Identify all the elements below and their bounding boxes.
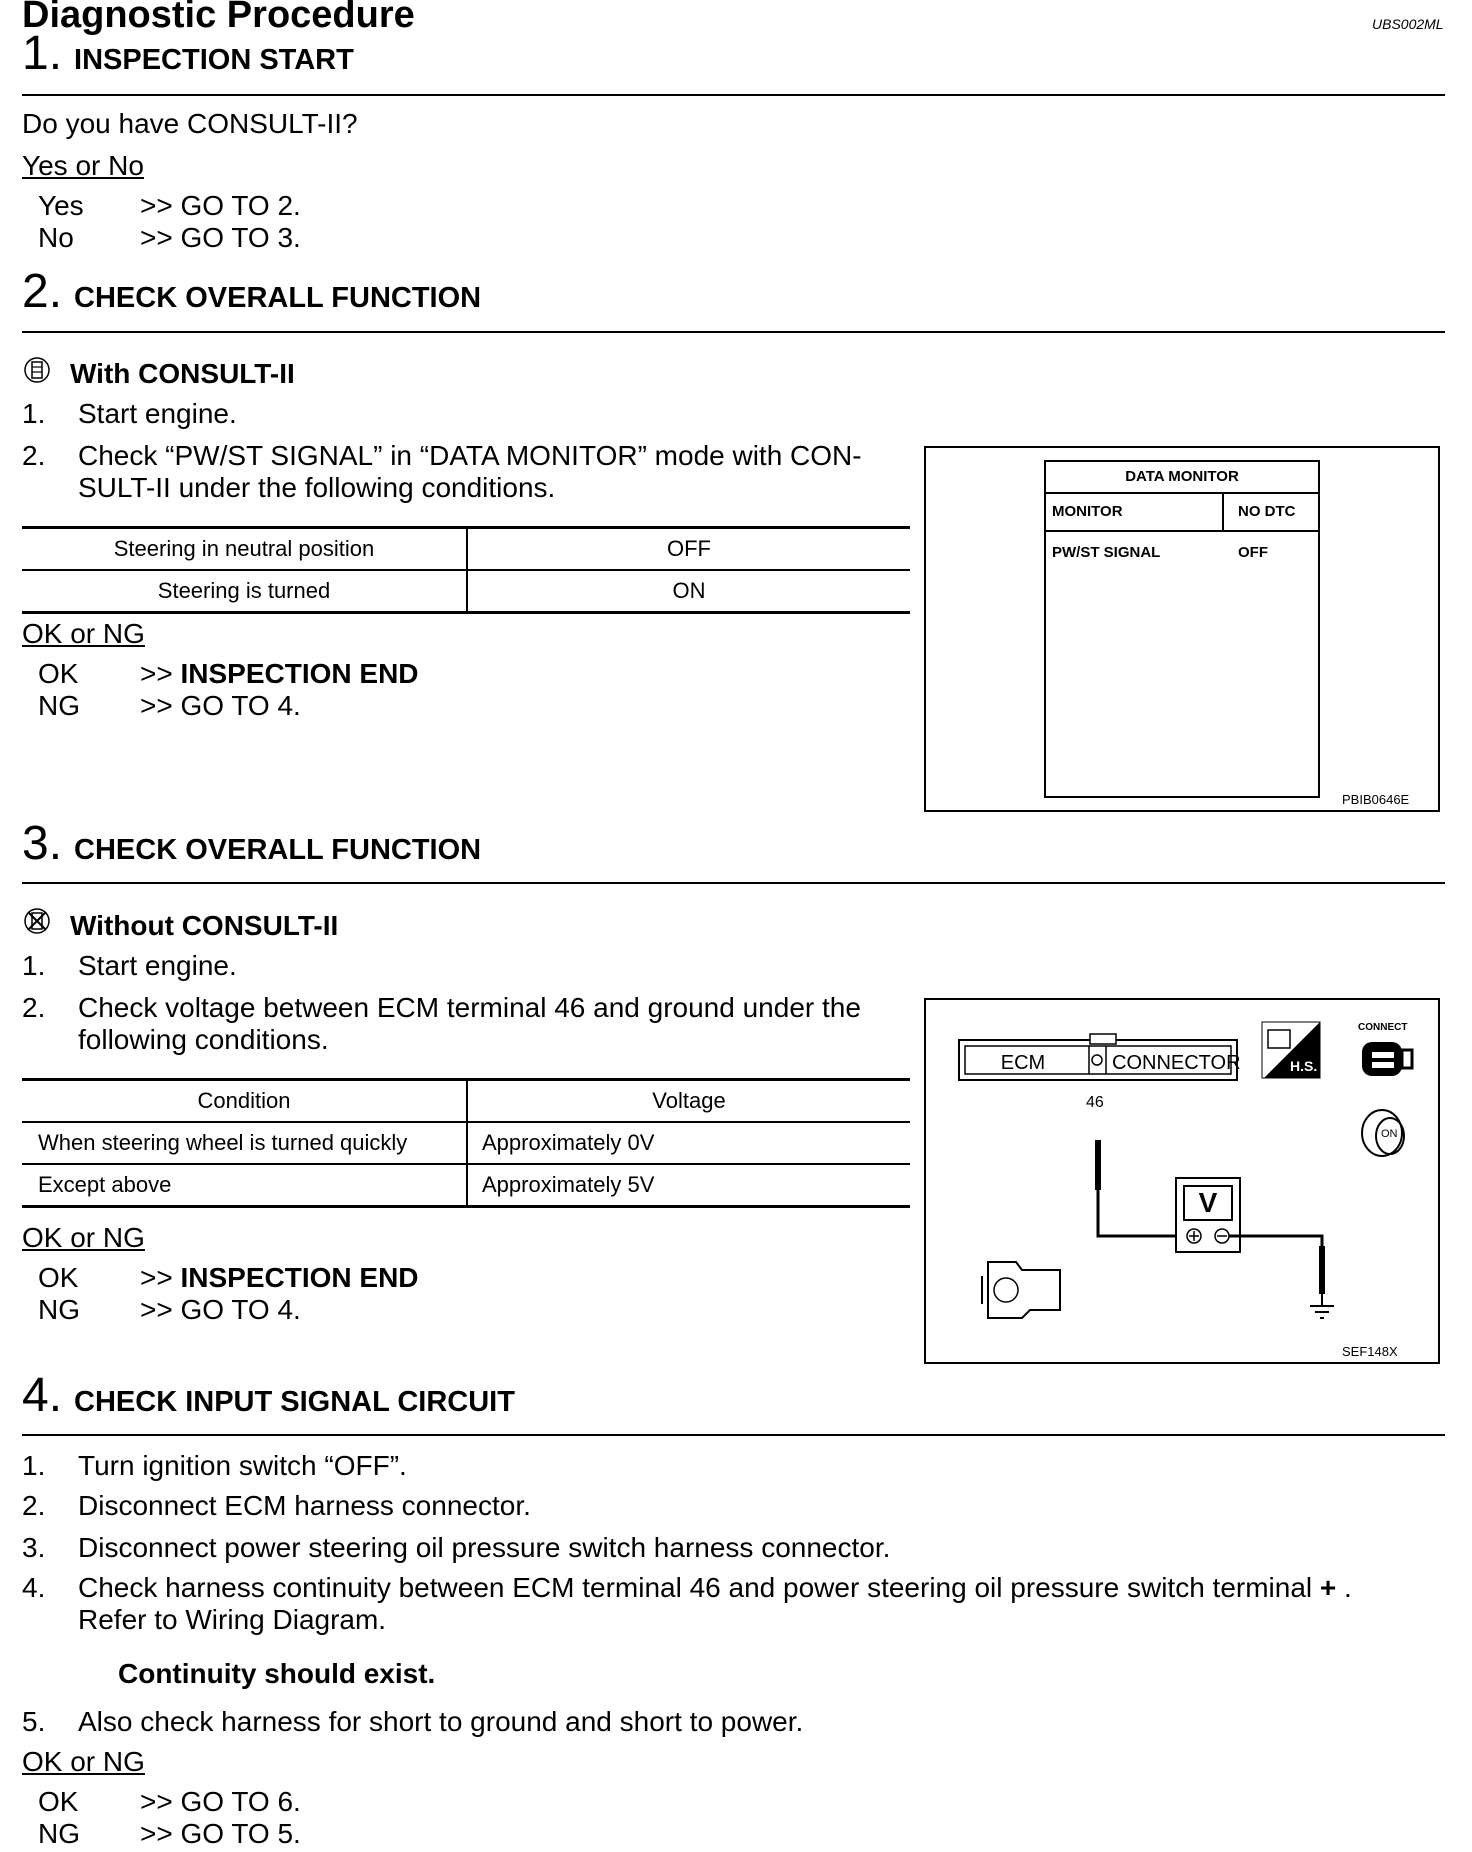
data-monitor-col-monitor: MONITOR — [1052, 503, 1123, 520]
table-cell: When steering wheel is turned quickly — [22, 1122, 467, 1164]
step-1-answer-yes-result: >> GO TO 2. — [140, 190, 301, 221]
probe-negative-wire — [1229, 1236, 1322, 1246]
step-3-title: CHECK OVERALL FUNCTION — [74, 834, 482, 866]
table-cell: Except above — [22, 1164, 467, 1207]
step-3-item-1-number: 1. — [22, 950, 46, 981]
step-4-item-3-text: Disconnect power steering oil pressure switch harness connector. — [78, 1532, 891, 1563]
step-2-item-1-text: Start engine. — [78, 398, 237, 429]
step-4-item-5-number: 5. — [22, 1706, 46, 1737]
step-2-mode-label: With CONSULT-II — [70, 358, 295, 389]
step-2-answer-ng-key: NG — [38, 690, 80, 721]
ecm-label: ECM — [1000, 1052, 1046, 1074]
step-3-item-1-text: Start engine. — [78, 950, 237, 981]
step-4-decision-label: OK or NG — [22, 1746, 145, 1777]
step-3-item-2-number: 2. — [22, 992, 46, 1023]
step-2-answer-ok-result: >> INSPECTION END — [140, 658, 419, 689]
step-3-answer-ng-key: NG — [38, 1294, 80, 1325]
step-4-item-5-text: Also check harness for short to ground and short to power. — [78, 1706, 804, 1737]
data-monitor-col-nodtc: NO DTC — [1238, 503, 1296, 520]
step-2-title: CHECK OVERALL FUNCTION — [74, 282, 482, 314]
ecm-connector-tab — [1090, 1034, 1116, 1044]
probe-positive — [1095, 1140, 1101, 1190]
voltmeter-label: V — [1198, 1187, 1218, 1218]
step-2-condition-table — [22, 526, 910, 614]
data-monitor-col-divider — [1222, 494, 1224, 530]
step-4-answer-ng-key: NG — [38, 1818, 80, 1849]
step-2-item-1-number: 1. — [22, 398, 46, 429]
data-monitor-figure — [924, 446, 1440, 812]
step-4-number: 4. — [22, 1369, 63, 1422]
step-4-item-1-text: Turn ignition switch “OFF”. — [78, 1450, 407, 1481]
connect-label: CONNECT — [1358, 1022, 1408, 1033]
data-monitor-screen — [1044, 460, 1320, 798]
ecm-terminal-hole — [1092, 1055, 1102, 1065]
figure-id: SEF148X — [1342, 1344, 1398, 1359]
terminal-number: 46 — [1086, 1094, 1104, 1111]
step-3-divider — [22, 882, 1445, 884]
step-4-item-1-number: 1. — [22, 1450, 46, 1481]
step-3-answer-ok-result: >> INSPECTION END — [140, 1262, 419, 1293]
step-1-answer-yes-key: Yes — [38, 190, 84, 221]
connector-label: CONNECTOR — [1112, 1052, 1241, 1074]
step-3-answer-ng-result: >> GO TO 4. — [140, 1294, 301, 1325]
step-4-item-2-text: Disconnect ECM harness connector. — [78, 1490, 531, 1521]
step-4-answer-ng-result: >> GO TO 5. — [140, 1818, 301, 1849]
data-monitor-row-label: PW/ST SIGNAL — [1052, 544, 1161, 561]
step-3-heading — [22, 816, 481, 868]
document-id: UBS002ML — [1372, 16, 1444, 32]
step-4-divider — [22, 1434, 1445, 1436]
figure-id: PBIB0646E — [1342, 792, 1410, 807]
data-monitor-header: DATA MONITOR — [1046, 462, 1318, 494]
step-2-answer-ok-key: OK — [38, 658, 79, 689]
data-monitor-columns — [1046, 494, 1318, 532]
step-1-decision-label: Yes or No — [22, 150, 144, 181]
step-1-answer-no-key: No — [38, 222, 74, 253]
step-1-number: 1. — [22, 27, 63, 80]
engine-icon — [982, 1262, 1060, 1318]
voltage-check-figure — [924, 998, 1440, 1364]
page-title: Diagnostic Procedure — [22, 0, 415, 36]
continuity-spec: Continuity should exist. — [118, 1658, 436, 1689]
step-1-question: Do you have CONSULT-II? — [22, 108, 358, 139]
step-4-heading — [22, 1368, 515, 1420]
step-2-heading — [22, 264, 481, 316]
table-cell: Approximately 0V — [467, 1122, 910, 1164]
connector-plug-icon — [1362, 1042, 1412, 1076]
table-cell: Steering is turned — [22, 570, 467, 613]
step-3-number: 3. — [22, 817, 63, 870]
step-4-answer-ok-key: OK — [38, 1786, 79, 1817]
step-3-condition-table — [22, 1078, 910, 1208]
step-4-item-4-number: 4. — [22, 1572, 46, 1603]
step-2-number: 2. — [22, 265, 63, 318]
table-row — [22, 528, 910, 571]
step-4-title: CHECK INPUT SIGNAL CIRCUIT — [74, 1386, 515, 1418]
step-3-decision-label: OK or NG — [22, 1222, 145, 1253]
step-2-item-2-text: Check “PW/ST SIGNAL” in “DATA MONITOR” mode with CON- SULT-II under the following conditions. — [78, 440, 862, 503]
table-row — [22, 1164, 910, 1207]
step-2-answer-ng-result: >> GO TO 4. — [140, 690, 301, 721]
table-row — [22, 1122, 910, 1164]
hs-label: H.S. — [1290, 1058, 1318, 1074]
step-4-item-2-number: 2. — [22, 1490, 46, 1521]
step-4-answer-ok-result: >> GO TO 6. — [140, 1786, 301, 1817]
step-1-heading — [22, 26, 354, 78]
step-1-divider — [22, 94, 1445, 96]
table-row — [22, 570, 910, 613]
table-header-row — [22, 1080, 910, 1123]
step-3-answer-ok-key: OK — [38, 1262, 79, 1293]
ignition-on-label: ON — [1381, 1128, 1398, 1140]
consult-tool-icon — [22, 355, 52, 385]
probe-negative — [1319, 1246, 1325, 1294]
table-cell: OFF — [467, 528, 910, 571]
no-consult-icon — [22, 906, 52, 936]
step-4-item-3-number: 3. — [22, 1532, 46, 1563]
step-3-item-2-text: Check voltage between ECM terminal 46 and ground under the following conditions. — [78, 992, 861, 1055]
table-cell: Steering in neutral position — [22, 528, 467, 571]
step-1-title: INSPECTION START — [74, 44, 354, 76]
table-cell: ON — [467, 570, 910, 613]
step-1-answer-no-result: >> GO TO 3. — [140, 222, 301, 253]
table-cell: Approximately 5V — [467, 1164, 910, 1207]
step-4-item-4-text: Check harness continuity between ECM terminal 46 and power steering oil pressure switch terminal + . Refer to Wiring Diagram. — [78, 1572, 1352, 1635]
step-2-divider — [22, 331, 1445, 333]
step-2-decision-label: OK or NG — [22, 618, 145, 649]
table-header-cell: Condition — [22, 1080, 467, 1123]
step-3-mode-label: Without CONSULT-II — [70, 910, 339, 941]
step-2-item-2-number: 2. — [22, 440, 46, 471]
table-header-cell: Voltage — [467, 1080, 910, 1123]
data-monitor-row-value: OFF — [1238, 544, 1268, 561]
